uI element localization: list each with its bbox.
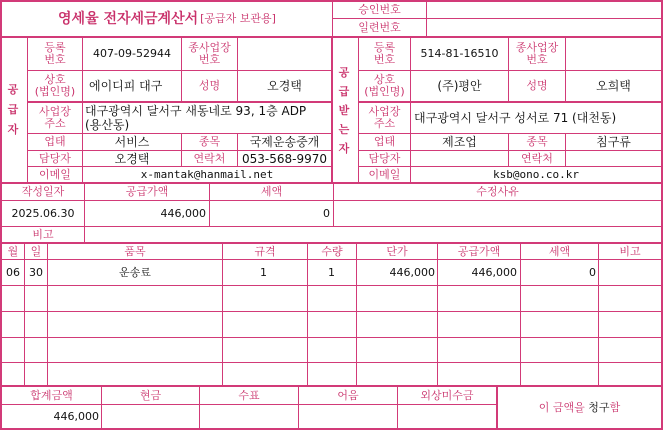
item-supply: 446,000 [471,265,517,279]
check-amount [200,405,298,428]
promissory-note-amount [299,405,397,428]
revision-reason [334,201,661,226]
supplier-reg-no-label: 등록 번호 [44,41,66,66]
supply-amount-label: 공급가액 [125,185,169,198]
col-spec: 규격 [254,244,276,258]
receiver-reg-no: 514-81-16510 [420,47,499,60]
receiver-company: (주)평안 [437,79,482,93]
supplier-address: 대구광역시 달서구 새동네로 93, 1층 ADP (용산동) [85,104,307,132]
approval-no-label: 승인번호 [358,3,401,16]
col-price: 단가 [386,244,408,258]
tax-amount-label: 세액 [260,185,283,198]
supplier-name: 오경택 [267,79,302,93]
col-note: 비고 [619,244,641,258]
receiver-biz-item: 침구류 [596,135,631,149]
claim-suffix: 함 [609,400,621,414]
supplier-side-label: 공급자 [7,83,19,136]
receiver-name: 오희택 [596,79,631,93]
cash-label: 현금 [139,388,162,402]
supplier-email-label: 이메일 [39,167,71,181]
receiver-email: ksb@ono.co.kr [492,167,580,181]
title-sub: [공급자 보관용] [200,12,276,25]
approval-no [427,2,661,18]
divider [0,285,663,286]
receiver-phone-label: 연락처 [521,151,553,165]
item-tax: 0 [589,265,596,279]
col-item: 품목 [124,244,146,258]
claim-statement [498,387,661,428]
supplier-manager-label: 담당자 [39,151,71,165]
supplier-reg-no: 407-09-52944 [93,47,171,60]
col-tax: 세액 [548,244,571,258]
receiver-email-label: 이메일 [368,167,401,181]
item-qty: 1 [328,265,335,279]
supplier-address-label: 사업장 주소 [39,105,71,130]
remarks-label: 비고 [32,227,54,241]
supplier-biz-item-label: 종목 [198,135,221,148]
serial-no [427,19,661,36]
receiver-address: 대구광역시 달서구 성서로 71 (대천동) [414,111,617,125]
date-label: 작성일자 [21,185,65,198]
receiver-company-label: 상호 (법인명) [364,73,405,98]
total-amount: 446,000 [53,409,99,423]
receiver-sub-biz-no [566,38,661,70]
receiver-sub-biz-label: 종사업장 번호 [515,41,559,66]
supply-amount: 446,000 [160,206,206,220]
divider [0,337,663,338]
item-price: 446,000 [389,265,435,279]
serial-no-label: 일련번호 [358,20,401,34]
title-main: 영세율 전자세금계산서 [58,11,199,27]
col-qty: 수량 [321,244,343,258]
revision-reason-label: 수정사유 [476,185,519,198]
credit-amount [398,405,496,428]
claim-word: 청구 [588,400,610,414]
remarks [85,227,661,242]
tax-amount: 0 [323,206,330,220]
divider [331,38,333,183]
total-amount-label: 합계금액 [30,388,73,402]
receiver-manager-label: 담당자 [368,151,401,165]
supplier-sub-biz-label: 종사업장 번호 [188,41,231,66]
supplier-phone-label: 연락처 [193,151,226,165]
item-spec: 1 [260,265,267,279]
receiver-name-label: 성명 [526,79,548,92]
divider [0,362,663,363]
supplier-company-label: 상호 (법인명) [34,73,76,98]
supplier-sub-biz-no [238,38,331,70]
item-day: 30 [29,265,43,279]
receiver-manager [411,151,508,166]
supplier-company: 에이디피 대구 [89,79,163,93]
col-day: 일 [30,244,42,258]
supplier-biz-item: 국제운송중개 [249,135,320,149]
check-label: 수표 [238,388,260,402]
receiver-reg-no-label: 등록 번호 [373,41,396,66]
item-name: 운송료 [119,265,151,279]
item-month: 06 [6,265,20,279]
supplier-biz-type-label: 업태 [44,135,66,148]
receiver-phone [566,151,661,166]
supplier-manager: 오경택 [114,151,150,166]
document-title [2,2,332,36]
cash-amount [102,405,199,428]
col-month: 월 [7,244,19,258]
col-supply: 공급가액 [457,244,501,258]
supplier-phone: 053-568-9970 [241,151,327,166]
promissory-note-label: 어음 [337,388,359,402]
receiver-biz-type: 제조업 [442,135,477,149]
receiver-biz-type-label: 업태 [373,135,396,148]
credit-label: 외상미수금 [420,388,474,402]
divider [0,311,663,312]
supplier-biz-type: 서비스 [114,135,150,149]
claim-prefix: 이 금액을 [538,400,589,414]
receiver-address-label: 사업장 주소 [368,105,401,130]
item-note [599,260,661,285]
receiver-side-label: 공급받는자 [338,65,350,155]
receiver-biz-item-label: 종목 [526,135,548,148]
issue-date: 2025.06.30 [11,206,75,220]
supplier-email: x-mantak@hanmail.net [140,167,274,181]
supplier-name-label: 성명 [198,79,221,92]
